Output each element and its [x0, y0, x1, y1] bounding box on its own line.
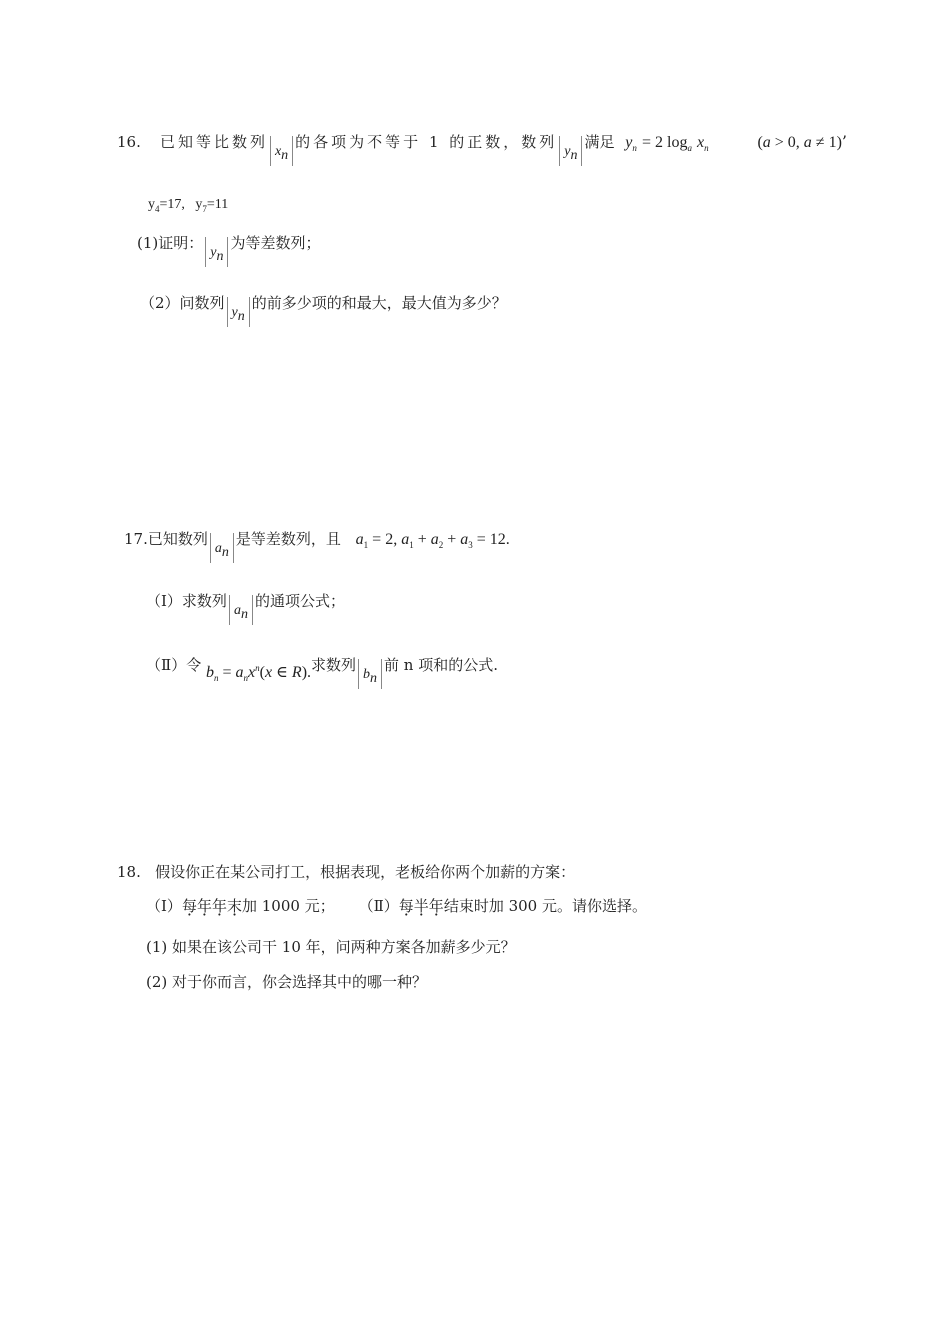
q16-formula-cond: (a > 0, a ≠ 1)’ [757, 132, 847, 151]
q18-opt1-emphasis [182, 897, 242, 915]
q18-part1: (1) 如果在该公司干 10 年，问两种方案各加薪多少元？ [146, 938, 516, 956]
q16-mid1: 的各项为不等于 1 的正数，数列 [295, 133, 558, 151]
seq-a-n: an [229, 598, 253, 620]
q18-line1: 18. 假设你正在某公司打工，根据表现，老板给你两个加薪的方案： [117, 863, 576, 881]
q16-part1: (1)证明：yn为等差数列； [137, 234, 321, 264]
q17-part1: （Ⅰ）求数列an的通项公式； [146, 592, 345, 622]
seq-y-n: yn [559, 139, 582, 161]
q17-part2: （Ⅱ）令 $b_n = a_nx^n(x$ ∈ R).求数列bn前 n 项和的公式. [146, 656, 498, 686]
seq-y-n: yn [205, 240, 228, 262]
q18-opt2-emphasis [399, 897, 444, 915]
seq-x-n: xn [270, 139, 293, 161]
q16-line1 [117, 131, 847, 161]
emphasis-char: 年 [428, 897, 444, 915]
q16-number: 16. [117, 133, 141, 151]
emphasis-char: 末 [226, 897, 242, 915]
q18-number: 18. [117, 863, 141, 881]
seq-b-n: bn [358, 662, 382, 684]
q18-part2: (2) 对于你而言，你会选择其中的哪一种？ [146, 973, 428, 991]
q16-given: $y_4=17$, $y_7=11$ [148, 197, 229, 214]
emphasis-char: 每 [181, 897, 197, 915]
q16-part2: （2）问数列yn的前多少项的和最大，最大值为多少？ [140, 294, 507, 324]
q17-b-formula: $b_n = a_nx^n(x$ ∈ R). [205, 663, 312, 683]
seq-a-n: an [210, 536, 234, 558]
q16-formula: $y_n = 2$ $\log_a x_n$ [625, 134, 709, 153]
q16-intro: 已知等比数列 [159, 133, 268, 151]
q17-formula: $a_1 = 2$, $a_1 + a_2 + a_3 = 12$. [355, 531, 510, 550]
emphasis-char: 年 [196, 897, 212, 915]
emphasis-char: 每 [398, 897, 414, 915]
emphasis-char: 年 [211, 897, 227, 915]
q18-options: （Ⅰ）每年年末加 1000 元； （Ⅱ）每半年结束时加 300 元。请你选择。 [146, 897, 647, 915]
q17-line1: 17.已知数列an是等差数列，且 $a_1 = 2$, $a_1 + a_2 + a_3 = 12$. [124, 530, 510, 560]
seq-y-n: yn [227, 300, 250, 322]
emphasis-char: 半 [413, 897, 429, 915]
q16-mid2: 满足 [584, 133, 615, 151]
q17-number: 17. [124, 530, 148, 548]
